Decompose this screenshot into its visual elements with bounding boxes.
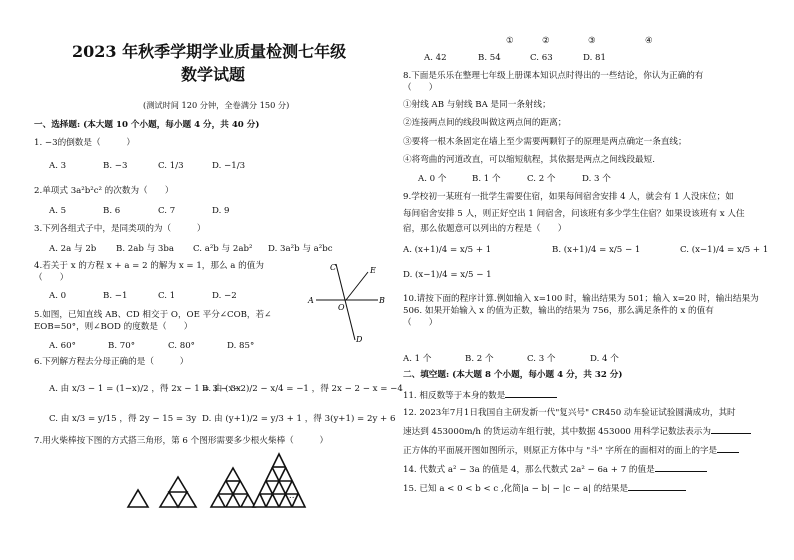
q14-text: 14. 代数式 a² − 3a 的值是 4，那么代数式 2a² − 6a + 7 的值是 — [403, 465, 655, 475]
q7-option-a: A. 42 — [424, 53, 447, 63]
q8-stem-line2: （ ） — [403, 83, 438, 93]
label-b: B — [379, 296, 385, 305]
q3-option-c: C. a²b 与 2ab² — [193, 244, 253, 254]
q7-circled-4: ④ — [645, 36, 653, 46]
q10-option-c: C. 3 个 — [527, 354, 556, 364]
q8-statement-4: ④将弯曲的河道改直，可以缩短航程，其依据是两点之间线段最短. — [403, 155, 655, 165]
q8-statement-3: ③要将一根木条固定在墙上至少需要两颗钉子的原理是两点确定一条直线； — [403, 137, 687, 147]
q3-option-a: A. 2a 与 2b — [49, 244, 97, 254]
q6-stem: 6.下列解方程去分母正确的是（ ） — [34, 357, 189, 367]
q6-option-b: B. 由 (x−2)/2 − x/4 = −1 ，得 2x − 2 − x = −4 — [202, 384, 403, 394]
label-a: A — [308, 296, 314, 305]
q12-line2 — [403, 425, 751, 438]
q2-option-a: A. 5 — [49, 206, 67, 216]
q5-option-d: D. 85° — [227, 341, 255, 351]
q10-stem-line2: 506. 如果开始输入 x 的值为正数，输出的结果为 756，那么满足条件的 x 的值有 — [403, 306, 714, 316]
q4-paren: （ ） — [34, 273, 69, 283]
q14-stem — [403, 463, 707, 476]
q15-stem — [403, 482, 686, 495]
q6-option-a: A. 由 x/3 − 1 = (1−x)/2 ，得 2x − 1 = 3 − 3x — [49, 384, 241, 394]
q3-option-d: D. 3a²b 与 a²bc — [268, 244, 333, 254]
q13-text: 正方体的平面展开图如图所示，则原正方体中与 "斗" 字所在的面相对的面上的字是 — [403, 446, 718, 456]
q12-answer-blank[interactable] — [711, 425, 751, 434]
q7-option-d: D. 81 — [583, 53, 606, 63]
q9-option-a: A. (x+1)/4 = x/5 + 1 — [403, 245, 492, 255]
q10-option-b: B. 2 个 — [465, 354, 494, 364]
q8-statement-2: ②连接两点间的线段叫做这两点间的距离； — [403, 118, 567, 128]
q7-stem: 7.用火柴棒按下图的方式搭三角形，第 6 个图形需要多少根火柴棒（ ） — [34, 436, 329, 446]
q9-option-d: D. (x−1)/4 = x/5 − 1 — [403, 270, 492, 280]
q7-ellipsis: … — [286, 491, 295, 501]
q1-option-c: C. 1/3 — [158, 161, 184, 171]
q4-stem: 4.若关于 x 的方程 x + a = 2 的解为 x = 1，那么 a 的值为 — [34, 261, 264, 271]
q1-option-a: A. 3 — [49, 161, 67, 171]
label-e: E — [370, 266, 376, 275]
q3-stem: 3.下列各组式子中，是同类项的为（ ） — [34, 224, 206, 234]
q13-line1 — [403, 444, 739, 457]
ray-oe — [346, 272, 368, 300]
label-c: C — [330, 263, 337, 272]
q4-option-d: D. −2 — [212, 291, 237, 301]
q2-option-c: C. 7 — [158, 206, 176, 216]
q5-option-c: C. 80° — [168, 341, 195, 351]
q2-option-d: D. 9 — [212, 206, 230, 216]
q8-statement-1: ①射线 AB 与射线 BA 是同一条射线； — [403, 100, 551, 110]
q5-option-b: B. 70° — [108, 341, 136, 351]
q7-circled-2: ② — [542, 36, 550, 46]
q11-stem — [403, 389, 557, 402]
q7-option-c: C. 63 — [530, 53, 553, 63]
q5-option-a: A. 60° — [49, 341, 76, 351]
q13-answer-blank[interactable] — [717, 444, 739, 453]
q10-stem-line1: 10.请按下面的程序计算.例如输入 x=100 时，输出结果为 501；输入 x=20 时，输出结果为 — [403, 294, 759, 304]
q7-circled-1: ① — [506, 36, 514, 46]
section-1-heading: 一、选择题: (本大题 10 个小题，每小题 4 分，共 40 分) — [34, 120, 260, 130]
q2-option-b: B. 6 — [103, 206, 121, 216]
q3-option-b: B. 2ab 与 3ba — [116, 244, 175, 254]
q9-stem-line1: 9.学校初一某班有一批学生需要住宿，如果每间宿舍安排 4 人，就会有 1 人没床位；如 — [403, 192, 734, 202]
q10-option-d: D. 4 个 — [590, 354, 619, 364]
q7-circled-3: ③ — [588, 36, 596, 46]
section-2-heading: 二、填空题: (本大题 8 个小题，每小题 4 分，共 32 分) — [403, 370, 623, 380]
q4-option-a: A. 0 — [49, 291, 67, 301]
q15-answer-blank[interactable] — [628, 482, 686, 491]
q10-option-a: A. 1 个 — [403, 354, 432, 364]
q9-stem-line2: 每间宿舍安排 5 人，则正好空出 1 间宿舍，问该班有多少学生住宿？如果设该班有 x 人住 — [403, 209, 745, 219]
q10-stem-line3: （ ） — [403, 318, 438, 328]
line-cd — [336, 264, 355, 340]
q6-option-d: D. 由 (y+1)/2 = y/3 + 1 ，得 3(y+1) = 2y + 6 — [202, 414, 396, 424]
q8-option-b: B. 1 个 — [472, 174, 501, 184]
q12-line1: 12. 2023年7月1日我国自主研发新一代"复兴号" CR450 动车验证试验圆满成功，其时 — [403, 408, 736, 418]
exam-meta: (测试时间 120 分钟，全卷满分 150 分) — [143, 100, 290, 110]
label-o: O — [338, 303, 345, 312]
q5-figure — [306, 262, 386, 342]
q5-stem-line1: 5.如图，已知直线 AB、CD 相交于 O，OE 平分∠COB，若∠ — [34, 310, 272, 320]
q12-text: 速达到 453000m/h 的货运动车组行驶，其中数据 453000 用科学记数法表示为 — [403, 427, 711, 437]
q1-option-d: D. −1/3 — [212, 161, 246, 171]
q1-option-b: B. −3 — [103, 161, 128, 171]
q15-text: 15. 已知 a < 0 < b < c ,化简|a − b| − |c − a| 的结果是 — [403, 484, 629, 494]
q7-option-b: B. 54 — [478, 53, 501, 63]
q5-stem-line2: EOB=50°，则∠BOD 的度数是（ ） — [34, 322, 193, 332]
label-d: D — [356, 335, 363, 344]
q9-option-c: C. (x−1)/4 = x/5 + 1 — [680, 245, 769, 255]
q11-text: 11. 相反数等于本身的数是 — [403, 391, 506, 401]
q4-option-b: B. −1 — [103, 291, 128, 301]
q6-option-c: C. 由 x/3 = y/15 ，得 2y − 15 = 3y — [49, 414, 197, 424]
exam-subtitle: 数学试题 — [181, 65, 246, 84]
match-figure-4 — [253, 454, 305, 507]
q8-option-a: A. 0 个 — [418, 174, 447, 184]
q8-stem-line1: 8.下面是乐乐在整理七年级上册课本知识点时得出的一些结论，你认为正确的有 — [403, 71, 704, 81]
q8-option-d: D. 3 个 — [582, 174, 611, 184]
match-figure-3 — [211, 468, 255, 507]
match-figure-2 — [160, 477, 196, 507]
q1-stem: 1. −3的倒数是（ ） — [34, 138, 135, 148]
exam-title: 2023 年秋季学期学业质量检测七年级 — [72, 42, 347, 61]
q7-figure — [125, 452, 325, 512]
q8-option-c: C. 2 个 — [527, 174, 556, 184]
q2-stem: 2.单项式 3a²b²c² 的次数为（ ） — [34, 186, 174, 196]
match-figure-1 — [128, 490, 148, 507]
q4-option-c: C. 1 — [158, 291, 176, 301]
q9-option-b: B. (x+1)/4 = x/5 − 1 — [552, 245, 641, 255]
q9-stem-line3: 宿，那么依题意可以列出的方程是（ ） — [403, 224, 567, 234]
q14-answer-blank[interactable] — [655, 463, 707, 472]
q11-answer-blank[interactable] — [505, 389, 557, 398]
